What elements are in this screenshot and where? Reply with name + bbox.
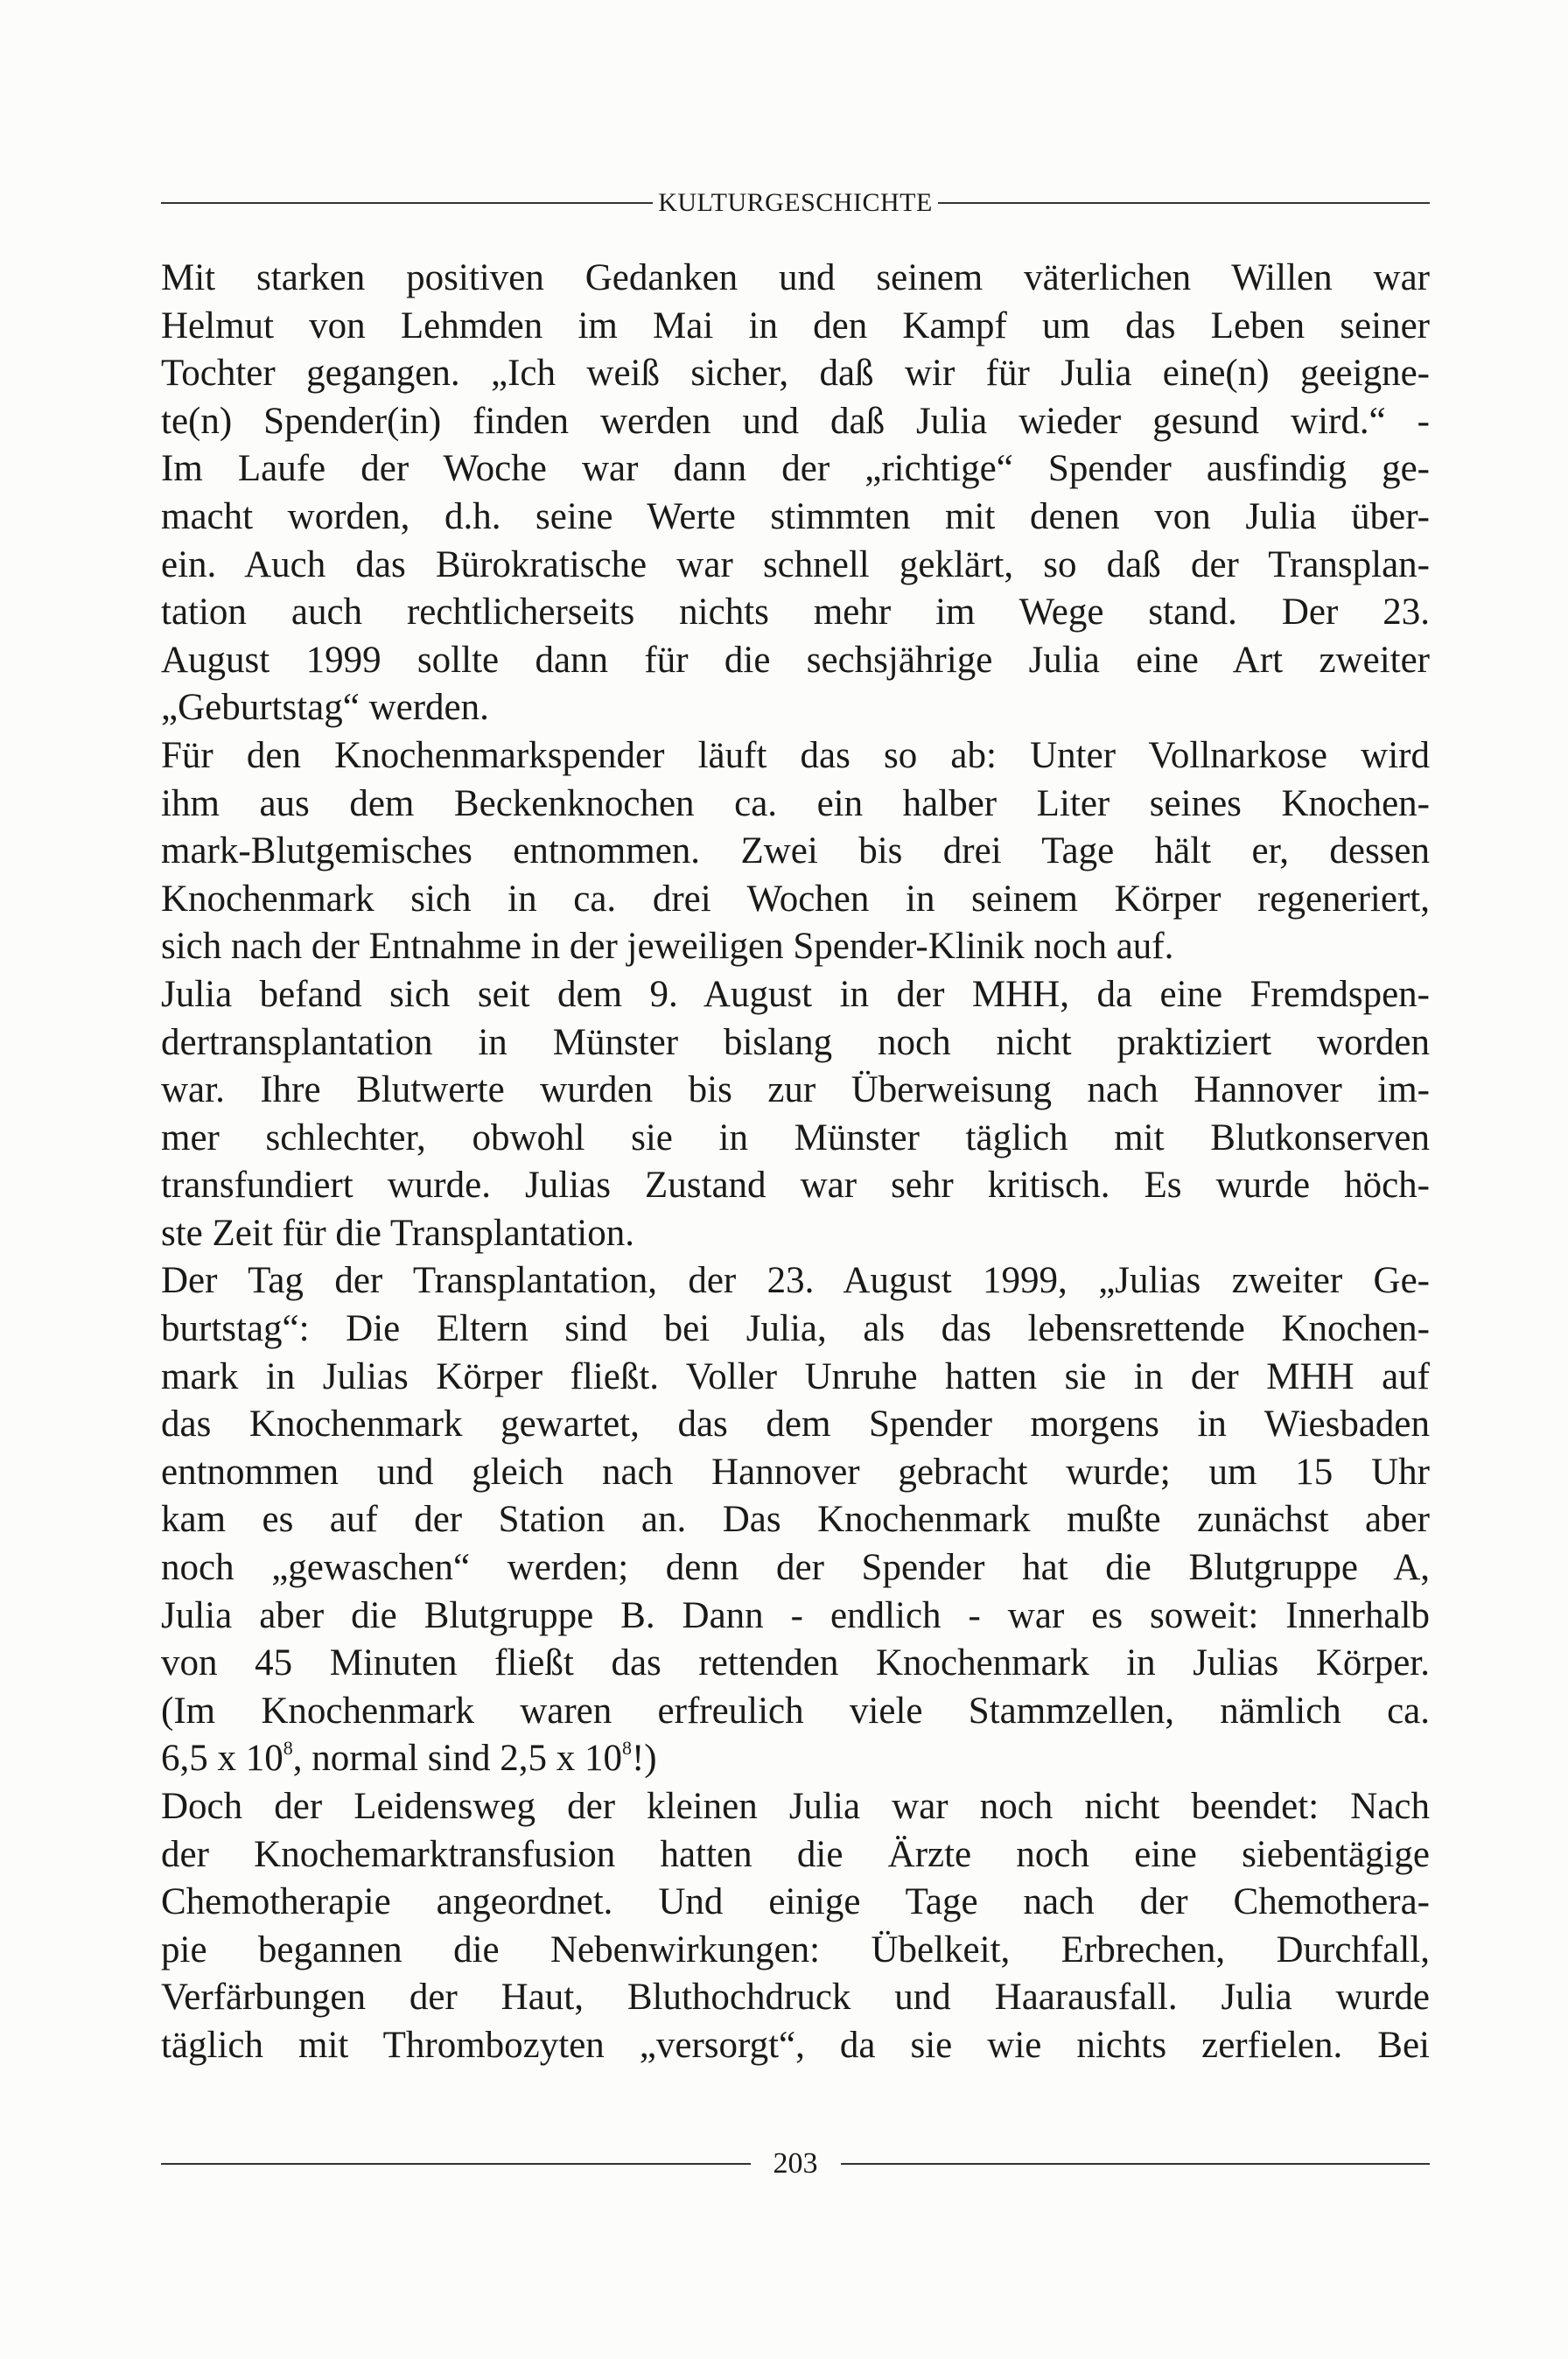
section-title: KULTURGESCHICHTE [658, 188, 933, 217]
text-line: Mit starken positiven Gedanken und seinem väterlichen Willen war [161, 257, 1430, 298]
running-header [161, 186, 1430, 220]
text-line: täglich mit Thrombozyten „versorgt“, da sie wie nichts zerfielen. Bei [161, 2024, 1430, 2066]
text-line: entnommen und gleich nach Hannover gebracht wurde; um 15 Uhr [161, 1451, 1430, 1493]
text-line: Im Laufe der Woche war dann der „richtige“ Spender ausfindig ge- [161, 448, 1430, 490]
text-line: das Knochenmark gewartet, das dem Spender morgens in Wiesbaden [161, 1404, 1430, 1446]
page-footer [161, 2144, 1430, 2184]
text-line: Tochter gegangen. „Ich weiß sicher, daß wir für Julia eine(n) geeigne- [161, 353, 1430, 395]
text-line: sich nach der Entnahme in der jeweiligen Spender-Klinik noch auf. [161, 926, 1174, 968]
text-line: dertransplantation in Münster bislang noch nicht praktiziert worden [161, 1021, 1430, 1063]
text-segment: 6,5 x 10 [161, 1738, 284, 1780]
header-rule-left [161, 202, 653, 204]
text-line: August 1999 sollte dann für die sechsjährige Julia eine Art zweiter [161, 639, 1430, 681]
superscript: 8 [283, 1737, 293, 1760]
text-line: transfundiert wurde. Julias Zustand war sehr kritisch. Es wurde höch- [161, 1165, 1430, 1207]
text-line: Chemotherapie angeordnet. Und einige Tage nach der Chemothera- [161, 1881, 1430, 1923]
text-line: war. Ihre Blutwerte wurden bis zur Überweisung nach Hannover im- [161, 1069, 1430, 1111]
footer-rule-right [841, 2163, 1431, 2165]
text-line: te(n) Spender(in) finden werden und daß Julia wieder gesund wird.“ - [161, 400, 1430, 442]
text-line: macht worden, d.h. seine Werte stimmten mit denen von Julia über- [161, 495, 1430, 537]
text-line: Julia befand sich seit dem 9. August in der MHH, da eine Fremdspen- [161, 973, 1430, 1015]
text-line: Für den Knochenmarkspender läuft das so ab: Unter Vollnarkose wird [161, 734, 1430, 776]
text-line: Doch der Leidensweg der kleinen Julia war noch nicht beendet: Nach [161, 1786, 1430, 1827]
text-line: mer schlechter, obwohl sie in Münster täglich mit Blutkonserven [161, 1116, 1430, 1158]
text-line: von 45 Minuten fließt das rettenden Knochenmark in Julias Körper. [161, 1642, 1430, 1684]
text-segment: !) [631, 1738, 657, 1780]
text-line [161, 1735, 1430, 1783]
text-line: Helmut von Lehmden im Mai in den Kampf um das Leben seiner [161, 304, 1430, 346]
header-rule-right [938, 202, 1430, 204]
text-line: der Knochemarktransfusion hatten die Ärzte noch eine siebentägige [161, 1833, 1430, 1875]
text-line: tation auch rechtlicherseits nichts mehr im Wege stand. Der 23. [161, 592, 1430, 634]
text-line: pie begannen die Nebenwirkungen: Übelkeit, Erbrechen, Durchfall, [161, 1928, 1430, 1970]
body-text [161, 255, 1430, 2070]
text-line: mark-Blutgemisches entnommen. Zwei bis drei Tage hält er, dessen [161, 830, 1430, 872]
text-line: noch „gewaschen“ werden; denn der Spender hat die Blutgruppe A, [161, 1547, 1430, 1589]
text-line: mark in Julias Körper fließt. Voller Unruhe hatten sie in der MHH auf [161, 1355, 1430, 1397]
text-line: kam es auf der Station an. Das Knochenmark mußte zunächst aber [161, 1499, 1430, 1541]
text-line: Knochenmark sich in ca. drei Wochen in seinem Körper regeneriert, [161, 878, 1430, 920]
text-line: ein. Auch das Bürokratische war schnell geklärt, so daß der Transplan- [161, 543, 1430, 585]
text-segment: , normal sind 2,5 x 10 [292, 1738, 622, 1780]
page-number: 203 [773, 2147, 818, 2180]
text-line: (Im Knochenmark waren erfreulich viele Stammzellen, nämlich ca. [161, 1690, 1430, 1732]
text-line: burtstag“: Die Eltern sind bei Julia, als das lebensrettende Knochen- [161, 1308, 1430, 1350]
superscript: 8 [621, 1737, 632, 1760]
text-line: „Geburtstag“ werden. [161, 687, 489, 729]
text-line: ihm aus dem Beckenknochen ca. ein halber Liter seines Knochen- [161, 782, 1430, 824]
text-line: Der Tag der Transplantation, der 23. August 1999, „Julias zweiter Ge- [161, 1260, 1430, 1302]
text-line: ste Zeit für die Transplantation. [161, 1212, 635, 1254]
text-line: Verfärbungen der Haut, Bluthochdruck und Haarausfall. Julia wurde [161, 1977, 1430, 2019]
text-line: Julia aber die Blutgruppe B. Dann - endlich - war es soweit: Innerhalb [161, 1594, 1430, 1636]
footer-rule-left [161, 2163, 751, 2165]
